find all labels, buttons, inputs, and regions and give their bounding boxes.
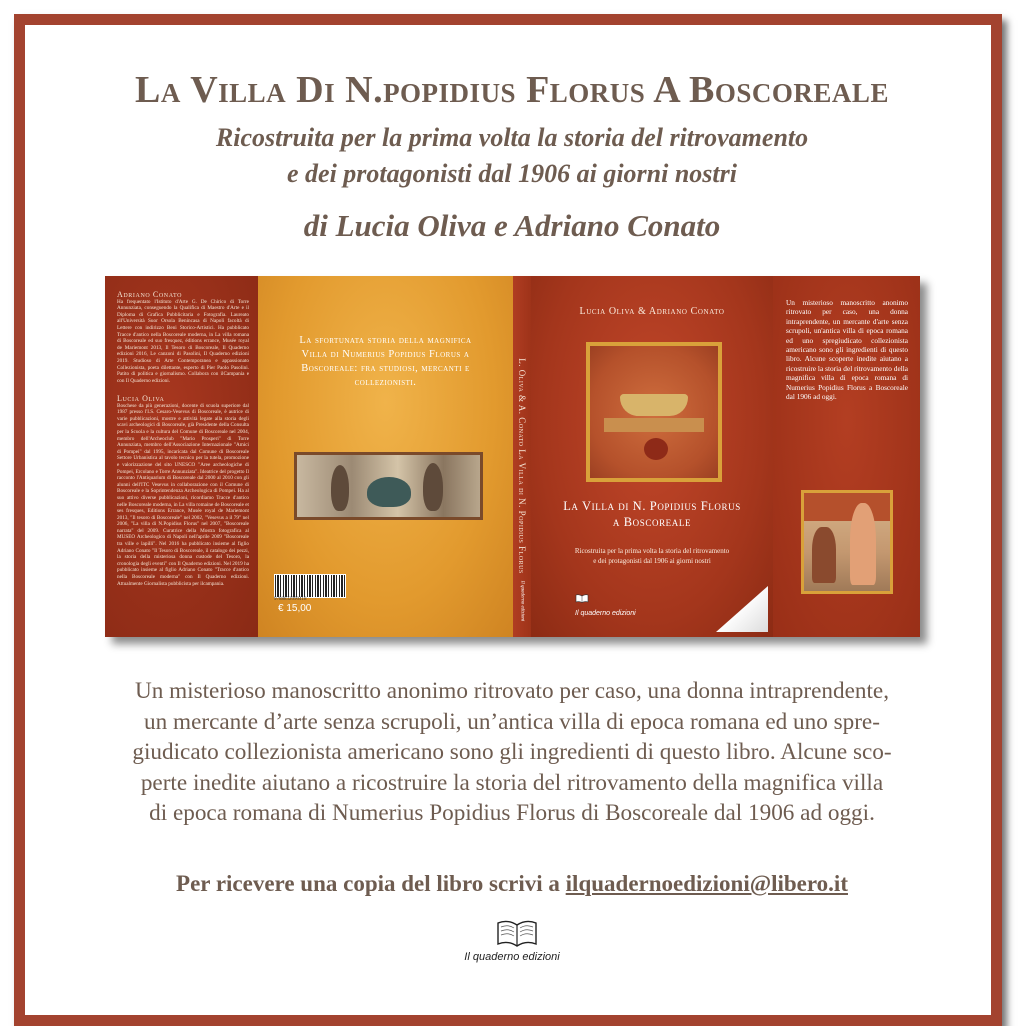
fresco-image-front xyxy=(586,342,722,482)
cover-front-flap xyxy=(773,276,920,637)
front-title-line-2: a Boscoreale xyxy=(612,515,692,529)
spine-publisher: Il quaderno edizioni xyxy=(519,580,525,622)
fresco-image-flap xyxy=(801,490,893,594)
barcode xyxy=(274,574,346,598)
front-authors: Lucia Oliva & Adriano Conato xyxy=(579,306,725,317)
description-line-5: di epoca romana di Numerius Popidius Florus di Boscoreale dal 1906 ad oggi. xyxy=(149,800,875,826)
description-line-4: perte inedite aiutano a ricostruire la storia del ritrovamento della magnifica villa xyxy=(140,769,884,796)
author1-bio: Ha frequentato l'Istituto d'Arte G. De Chirico di Torre Annunziata, conseguendo la Qualifica di Maestro d'Arte e il Diploma di Grafica Pubblicitaria e Fotografia. Laureato all'Università Suor Orsola Benincasa di Napoli facoltà di Lettere con indirizzo Beni Storico-Artistici. Ha pubblicato Tracce d'antico nella Boscoreale moderna, in La villa romana di Boscoreale ed suo fresquez, éditions errance, Musée royal de Mariemont 2013, Il Tesoro di Boscoreale, Il Quaderno edizioni 2016, Le canzoni di Pasolini, Il Quaderno edizioni 2019. Studioso di Arte Contemporanea e appassionato Collezionista, poeta dilettante, esperto di Pier Paolo Pasolini. Patito di politica e giornalismo. Collabora con ilCampania e con Il Quaderno edizioni. xyxy=(117,298,249,384)
page-title: La Villa Di N.popidius Florus A Boscoreale xyxy=(135,69,889,111)
description-line-1: Un misterioso manoscritto anonimo ritrovato per caso, una donna intraprendente, xyxy=(134,678,890,704)
front-subtitle-line-2: e dei protagonisti dal 1906 ai giorni nostri xyxy=(593,557,711,565)
front-flap-text: Un misterioso manoscritto anonimo ritrovato per caso, una donna intraprendente, un mercante d'arte senza scrupoli, un'antica villa di epoca romana ed uno spregiudicato collezionista americano sono gli ingredienti di questo libro. Alcune scoperte inedite aiutano a ricostruire la storia del ritrovamento della magnifica villa di epoca romana di Numerius Popidius Florus a Boscoreale dal 1906 ad oggi. xyxy=(786,298,908,402)
isbn-number: 9788832090418 xyxy=(274,597,307,602)
cover-back xyxy=(258,276,513,637)
cover-front xyxy=(531,276,773,637)
page-curl xyxy=(716,586,768,632)
front-subtitle-line-1: Ricostruita per la prima volta la storia del ritrovamento xyxy=(574,547,730,555)
author2-name: Lucia Oliva xyxy=(117,394,165,403)
author1-name: Adriano Conato xyxy=(117,290,183,299)
cover-back-flap xyxy=(105,276,258,637)
spine-title: L. Oliva & A. Conato La Villa di N. Popidius Florus xyxy=(517,358,527,574)
front-publisher: Il quaderno edizioni xyxy=(575,610,636,617)
back-cover-blurb: La sfortunata storia della magnifica Villa di Numerius Popidius Florus a Boscoreale: fra studiosi, mercanti e collezionisti. xyxy=(299,335,472,388)
author2-bio-block xyxy=(117,396,249,587)
description-line-3: giudicato collezionista americano sono gli ingredienti di questo libro. Alcune sco- xyxy=(132,739,892,765)
subtitle-line-1: Ricostruita per la prima volta la storia del ritrovamento xyxy=(215,123,809,152)
book-cover xyxy=(105,276,920,637)
book-description xyxy=(60,676,964,829)
book-spine xyxy=(513,276,531,637)
open-book-icon xyxy=(575,594,589,603)
author2-bio: Boschese da più generazioni, docente di scuola superiore dal 1987 presso l'I.S. Cesaro-Vesevus di Boscoreale, è autrice di varie pubblicazioni, mostre e attività legate alla storia degli scavi archeologici di Boscoreale, già Presidente della Consulta per la Scuola e la cultura del Comune di Boscoreale nel 2004, membro dell'Archeoclub "Mario Prosperi" di Torre Annunziata, membro dell'Associazione Internazionale "Amici di Pompei" dal 1995, incaricata dal Comune di Boscoreale Settore Urbanistica al tavolo tecnico per la tutela, promozione e valorizzazione del sito UNESCO "Aree archeologiche di Pompei, Ercolano e Torre Annunziata". Ideatrice del progetto Il racconto l'Antiquarium di Boscoreale dal 2000 al 2010 con gli alunni dell'ITC Vesevus in collaborazione con il Comune di Boscoreale e la Soprintendenza Archeologica di Pompei. Ha al suo attivo diverse pubblicazioni, ricordiamo Tracce d'antico nelle Boscoreale moderna, in La villa romaine de Boscoreale et ses fresques, Editions Errance, Musée royal de Mariemont 2013, "Il tesoro di Boscoreale" nel 2002, "Vesevus a il 79" nel 2006, "La villa di N.Popidius Florus" nel 2007, "Boscoreale narrata" del 2009. Curatrice della Mostra fotografica al MUSEO Archeologico di Napoli nell'aprile 2009 "Boscoreale tra ville e lapilli". Nel 2016 ha pubblicato insieme al figlio Adriano Conato "Il Tesoro di Boscoreale, il catalogo dei pezzi, la storia della misteriosa donna custode del Tesoro, la cronologia degli eventi" con Il Quaderno edizioni. Nel 2019 ha pubblicato insieme al figlio Adriano Conato "Tracce d'antico nella Boscoreale moderna" con Il Quaderno edizioni. Attualmente Giornalista pubblicista per ilcampania. xyxy=(117,402,249,587)
authors-line: di Lucia Oliva e Adriano Conato xyxy=(303,208,721,243)
author1-bio-block xyxy=(117,292,249,384)
publisher-logo-text: Il quaderno edizioni xyxy=(464,951,560,963)
contact-text: Per ricevere una copia del libro scrivi a xyxy=(176,871,566,896)
front-title-line-1: La Villa di N. Popidius Florus xyxy=(563,499,741,513)
front-subtitle xyxy=(531,546,773,566)
description-line-2: un mercante d’arte senza scrupoli, un’antica villa di epoca romana ed uno spre- xyxy=(144,708,880,735)
page-subtitle xyxy=(0,120,1024,192)
front-title xyxy=(531,498,773,530)
open-book-icon xyxy=(495,918,539,948)
email-link[interactable]: ilquadernoedizioni@libero.it xyxy=(565,871,848,896)
book-price: € 15,00 xyxy=(278,603,312,614)
subtitle-line-2: e dei protagonisti dal 1906 ai giorni nostri xyxy=(286,159,737,188)
fresco-image-back xyxy=(294,452,483,520)
contact-line xyxy=(0,871,1024,897)
